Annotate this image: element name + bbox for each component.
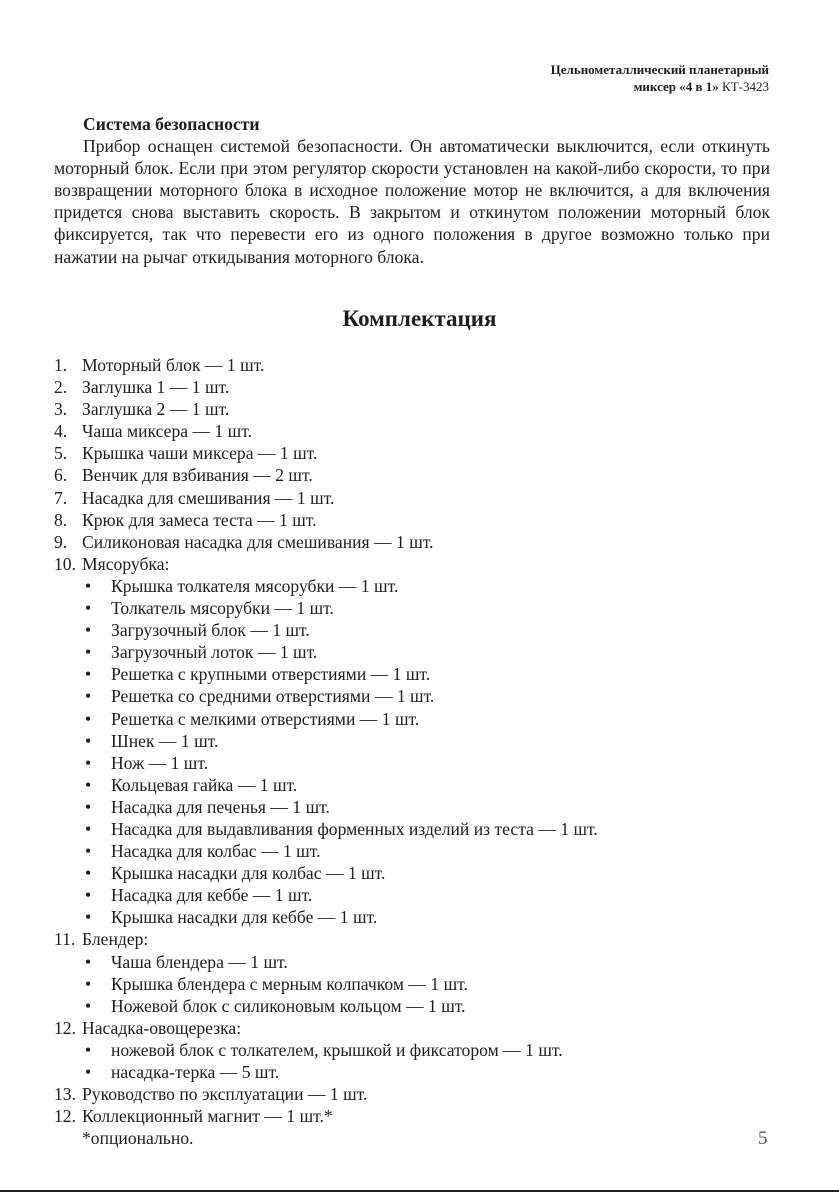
sub-list-item-text: Крышка насадки для колбас — 1 шт. — [111, 863, 386, 884]
sub-list-item — [54, 951, 794, 973]
sub-list-item — [54, 796, 794, 818]
sub-list-item — [54, 995, 794, 1017]
bullet-icon: • — [85, 774, 92, 795]
sub-list-item — [54, 663, 794, 685]
sub-list-item-text: Загрузочный блок — 1 шт. — [111, 620, 310, 641]
list-item-text: Насадка-овощерезка: — [82, 1017, 242, 1038]
list-item-text: Руководство по эксплуатации — 1 шт. — [82, 1084, 368, 1105]
footnote: *опционально. — [82, 1128, 194, 1149]
bullet-icon: • — [85, 841, 92, 862]
list-item-number: 10. — [54, 553, 76, 574]
list-item-number: 3. — [54, 399, 68, 420]
sub-list-item-text: насадка-терка — 5 шт. — [111, 1062, 280, 1082]
sub-list-item-text: Крышка толкателя мясорубки — 1 шт. — [111, 575, 399, 596]
bullet-icon: • — [85, 575, 92, 596]
contents-list — [54, 354, 794, 1149]
list-item — [54, 420, 794, 442]
header-line-2 — [551, 78, 769, 95]
bullet-icon: • — [85, 1062, 92, 1082]
sub-list-item-text: Загрузочный лоток — 1 шт. — [111, 642, 318, 663]
bullet-icon: • — [85, 708, 92, 729]
sub-list-item — [54, 641, 794, 663]
bullet-icon: • — [85, 951, 92, 972]
sub-list-item — [54, 840, 794, 862]
sub-list-item — [54, 906, 794, 928]
list-item-text: Венчик для взбивания — 2 шт. — [82, 465, 313, 486]
sub-list-item-text: Решетка с мелкими отверстиями — 1 шт. — [111, 708, 420, 729]
list-item — [54, 487, 794, 509]
sub-list-item-text: Решетка с крупными отверстиями — 1 шт. — [111, 664, 431, 685]
sub-list-item — [54, 575, 794, 597]
list-item — [54, 442, 794, 464]
list-item-text: Насадка для смешивания — 1 шт. — [82, 487, 335, 508]
bullet-icon: • — [85, 973, 92, 994]
sub-list-item-text: Насадка для колбас — 1 шт. — [111, 841, 321, 862]
list-item-text: Заглушка 2 — 1 шт. — [82, 399, 230, 420]
header-model: КТ-3423 — [722, 79, 769, 94]
list-item — [54, 1083, 794, 1105]
bullet-icon: • — [85, 620, 92, 641]
sub-list-item — [54, 884, 794, 906]
list-item-number: 13. — [54, 1084, 76, 1105]
list-item-text: Коллекционный магнит — 1 шт.* — [82, 1106, 333, 1127]
list-item — [54, 531, 794, 553]
list-item-text: Блендер: — [82, 929, 149, 950]
running-header — [551, 61, 769, 95]
list-item — [54, 1105, 794, 1127]
bottom-rule — [0, 1190, 839, 1192]
page-number: 5 — [758, 1128, 768, 1149]
bullet-icon: • — [85, 664, 92, 685]
sub-list-item — [54, 730, 794, 752]
list-item-number: 11. — [54, 929, 76, 950]
list-item-number: 6. — [54, 465, 68, 486]
sub-list-item-text: Кольцевая гайка — 1 шт. — [111, 774, 298, 795]
sub-list-item — [54, 774, 794, 796]
sub-list-item — [54, 862, 794, 884]
list-item — [54, 398, 794, 420]
list-item — [54, 376, 794, 398]
sub-list-item — [54, 685, 794, 707]
bullet-icon: • — [85, 995, 92, 1016]
sub-list-item — [54, 818, 794, 840]
list-item — [54, 354, 794, 376]
sub-list-item-text: Насадка для выдавливания форменных изделий из теста — 1 шт. — [111, 818, 598, 839]
list-item-number: 9. — [54, 531, 68, 552]
bullet-icon: • — [85, 1039, 92, 1060]
sub-list-item-text: Ножевой блок с силиконовым кольцом — 1 шт. — [111, 995, 466, 1016]
sub-list-item-text: Насадка для печенья — 1 шт. — [111, 796, 330, 817]
bullet-icon: • — [85, 686, 92, 707]
list-item-text: Заглушка 1 — 1 шт. — [82, 377, 230, 398]
bullet-icon: • — [85, 796, 92, 817]
bullet-icon: • — [85, 642, 92, 663]
header-product: миксер «4 в 1» — [633, 79, 719, 94]
bullet-icon: • — [85, 730, 92, 751]
list-item — [54, 1017, 794, 1039]
footnote-row — [54, 1127, 794, 1149]
list-item-number: 8. — [54, 509, 68, 530]
list-item-number: 12. — [54, 1017, 76, 1038]
sub-list-item-text: Толкатель мясорубки — 1 шт. — [111, 598, 334, 619]
list-item-number: 7. — [54, 487, 68, 508]
bullet-icon: • — [85, 885, 92, 906]
list-item-number: 12. — [54, 1106, 76, 1127]
bullet-icon: • — [85, 863, 92, 884]
sub-list-item-text: Нож — 1 шт. — [111, 752, 209, 773]
sub-list-item-text: Насадка для кеббе — 1 шт. — [111, 885, 313, 906]
list-item-text: Чаша миксера — 1 шт. — [82, 421, 252, 442]
bullet-icon: • — [85, 907, 92, 928]
safety-title: Система безопасности — [83, 114, 260, 134]
list-item-text: Крышка чаши миксера — 1 шт. — [82, 443, 318, 464]
bullet-icon: • — [85, 818, 92, 839]
list-item-number: 5. — [54, 443, 68, 464]
sub-list-item-text: Чаша блендера — 1 шт. — [111, 951, 288, 972]
sub-list-item — [54, 619, 794, 641]
sub-list-item — [54, 708, 794, 730]
bullet-icon: • — [85, 598, 92, 619]
sub-list-item — [54, 597, 794, 619]
list-item-number: 2. — [54, 377, 68, 398]
sub-list-item — [54, 1039, 794, 1061]
list-item — [54, 464, 794, 486]
bullet-icon: • — [85, 752, 92, 773]
section-heading: Комплектация — [342, 306, 497, 331]
sub-list-item-text: Крышка блендера с мерным колпачком — 1 шт. — [111, 973, 468, 994]
list-item-number: 4. — [54, 421, 68, 442]
list-item-text: Крюк для замеса теста — 1 шт. — [82, 509, 317, 530]
safety-section — [54, 113, 770, 268]
sub-list-item-text: Крышка насадки для кеббе — 1 шт. — [111, 907, 378, 928]
list-item-text: Моторный блок — 1 шт. — [82, 355, 265, 375]
header-line-1: Цельнометаллический планетарный — [550, 62, 769, 77]
sub-list-item-text: Шнек — 1 шт. — [111, 730, 219, 751]
list-item — [54, 928, 794, 950]
sub-list-item-text: Решетка со средними отверстиями — 1 шт. — [111, 686, 435, 707]
sub-list-item-text: ножевой блок с толкателем, крышкой и фиксатором — 1 шт. — [111, 1039, 563, 1060]
safety-paragraph: Прибор оснащен системой безопасности. Он автоматически выключится, если откинуть моторный блок. Если при этом регулятор скорости установлен на какой-либо скорости, то при возвращении моторного блока в исходное положение мотор не включится, а для включения придется снова выставить скорость. В закрытом и откинутом положении моторный блок фиксируется, так что перевести его из одного положения в другое возможно только при нажатии на рычаг откидывания моторного блока. — [54, 136, 770, 267]
list-item-text: Силиконовая насадка для смешивания — 1 шт. — [82, 531, 434, 552]
list-item — [54, 509, 794, 531]
list-item — [54, 553, 794, 575]
sub-list-item — [54, 1061, 794, 1083]
sub-list-item — [54, 973, 794, 995]
list-item-text: Мясорубка: — [82, 553, 170, 574]
sub-list-item — [54, 752, 794, 774]
list-item-number: 1. — [54, 355, 68, 375]
